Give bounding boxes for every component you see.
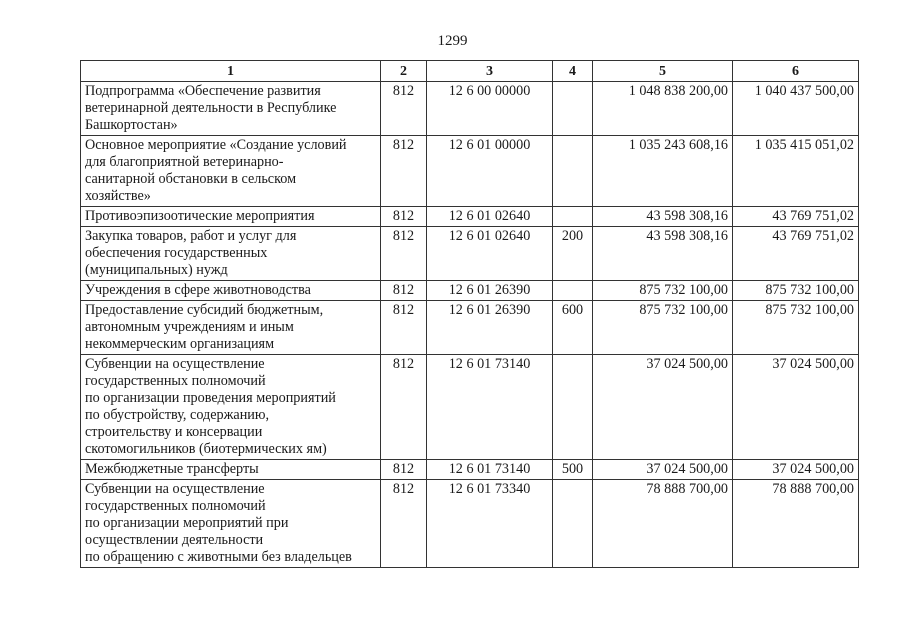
header-col-5: 5 [593,61,733,82]
amount-year2-cell: 43 769 751,02 [733,207,859,227]
row-name-line: (муниципальных) нужд [85,262,228,278]
amount-year1-cell: 37 024 500,00 [593,355,733,460]
expense-type-cell [553,207,593,227]
row-name-line: автономным учреждениям и иным [85,319,294,335]
row-name-line: Субвенции на осуществление [85,356,265,372]
table-row [81,301,859,355]
amount-year2-cell: 78 888 700,00 [733,480,859,568]
row-name-line: Учреждения в сфере животноводства [85,282,311,298]
amount-year1-cell: 1 035 243 608,16 [593,136,733,207]
header-col-2: 2 [381,61,427,82]
target-article-cell: 12 6 01 73140 [427,355,553,460]
ministry-code-cell: 812 [381,281,427,301]
row-name-cell [81,281,381,301]
amount-year2-cell: 43 769 751,02 [733,227,859,281]
table-row [81,207,859,227]
amount-year1-cell: 875 732 100,00 [593,281,733,301]
row-name-line: скотомогильников (биотермических ям) [85,441,327,457]
target-article-cell: 12 6 00 00000 [427,82,553,136]
ministry-code-cell: 812 [381,207,427,227]
row-name-line: государственных полномочий [85,373,266,389]
amount-year2-cell: 37 024 500,00 [733,460,859,480]
expense-type-cell: 600 [553,301,593,355]
target-article-cell: 12 6 01 73340 [427,480,553,568]
row-name-line: Противоэпизоотические мероприятия [85,208,315,224]
amount-year2-cell: 1 035 415 051,02 [733,136,859,207]
ministry-code-cell: 812 [381,227,427,281]
table-row [81,82,859,136]
expense-type-cell [553,480,593,568]
row-name-line: по обустройству, содержанию, [85,407,270,423]
table-row [81,355,859,460]
amount-year2-cell: 1 040 437 500,00 [733,82,859,136]
row-name-line: некоммерческим организациям [85,336,275,352]
row-name-line: Субвенции на осуществление [85,481,265,497]
page-number: 1299 [437,33,468,49]
ministry-code-cell: 812 [381,460,427,480]
table-body [81,82,859,568]
target-article-cell: 12 6 01 73140 [427,460,553,480]
row-name-cell [81,82,381,136]
expense-type-cell [553,281,593,301]
target-article-cell: 12 6 01 26390 [427,281,553,301]
target-article-cell: 12 6 01 02640 [427,207,553,227]
header-col-3: 3 [427,61,553,82]
target-article-cell: 12 6 01 26390 [427,301,553,355]
row-name-cell [81,207,381,227]
amount-year1-cell: 37 024 500,00 [593,460,733,480]
expense-type-cell: 200 [553,227,593,281]
row-name-line: санитарной обстановки в сельском [85,171,297,187]
row-name-line: хозяйстве» [85,188,151,204]
ministry-code-cell: 812 [381,82,427,136]
row-name-line: по организации мероприятий при [85,515,289,531]
header-col-6: 6 [733,61,859,82]
amount-year2-cell: 875 732 100,00 [733,301,859,355]
row-name-line: государственных полномочий [85,498,266,514]
row-name-cell [81,460,381,480]
row-name-line: Основное мероприятие «Создание условий [85,137,347,153]
table-header-row [81,61,859,82]
row-name-cell [81,355,381,460]
row-name-line: Подпрограмма «Обеспечение развития [85,83,321,99]
row-name-line: ветеринарной деятельности в Республике [85,100,337,116]
budget-table [80,60,859,568]
row-name-line: Предоставление субсидий бюджетным, [85,302,324,318]
row-name-line: Межбюджетные трансферты [85,461,259,477]
row-name-cell [81,227,381,281]
ministry-code-cell: 812 [381,480,427,568]
amount-year1-cell: 1 048 838 200,00 [593,82,733,136]
table-row [81,136,859,207]
ministry-code-cell: 812 [381,355,427,460]
row-name-line: Закупка товаров, работ и услуг для [85,228,297,244]
row-name-line: для благоприятной ветеринарно- [85,154,284,170]
amount-year1-cell: 43 598 308,16 [593,227,733,281]
target-article-cell: 12 6 01 02640 [427,227,553,281]
table-row [81,281,859,301]
ministry-code-cell: 812 [381,301,427,355]
target-article-cell: 12 6 01 00000 [427,136,553,207]
row-name-cell [81,480,381,568]
row-name-line: Башкортостан» [85,117,178,133]
row-name-line: строительству и консервации [85,424,263,440]
row-name-line: по организации проведения мероприятий [85,390,336,406]
row-name-line: осуществлении деятельности [85,532,264,548]
header-col-4: 4 [553,61,593,82]
amount-year1-cell: 43 598 308,16 [593,207,733,227]
expense-type-cell [553,355,593,460]
expense-type-cell [553,136,593,207]
row-name-cell [81,136,381,207]
amount-year1-cell: 875 732 100,00 [593,301,733,355]
row-name-line: обеспечения государственных [85,245,268,261]
row-name-line: по обращению с животными без владельцев [85,549,352,565]
header-col-1: 1 [81,61,381,82]
amount-year1-cell: 78 888 700,00 [593,480,733,568]
amount-year2-cell: 875 732 100,00 [733,281,859,301]
table-row [81,480,859,568]
row-name-cell [81,301,381,355]
amount-year2-cell: 37 024 500,00 [733,355,859,460]
table-row [81,460,859,480]
expense-type-cell [553,82,593,136]
expense-type-cell: 500 [553,460,593,480]
ministry-code-cell: 812 [381,136,427,207]
table-row [81,227,859,281]
